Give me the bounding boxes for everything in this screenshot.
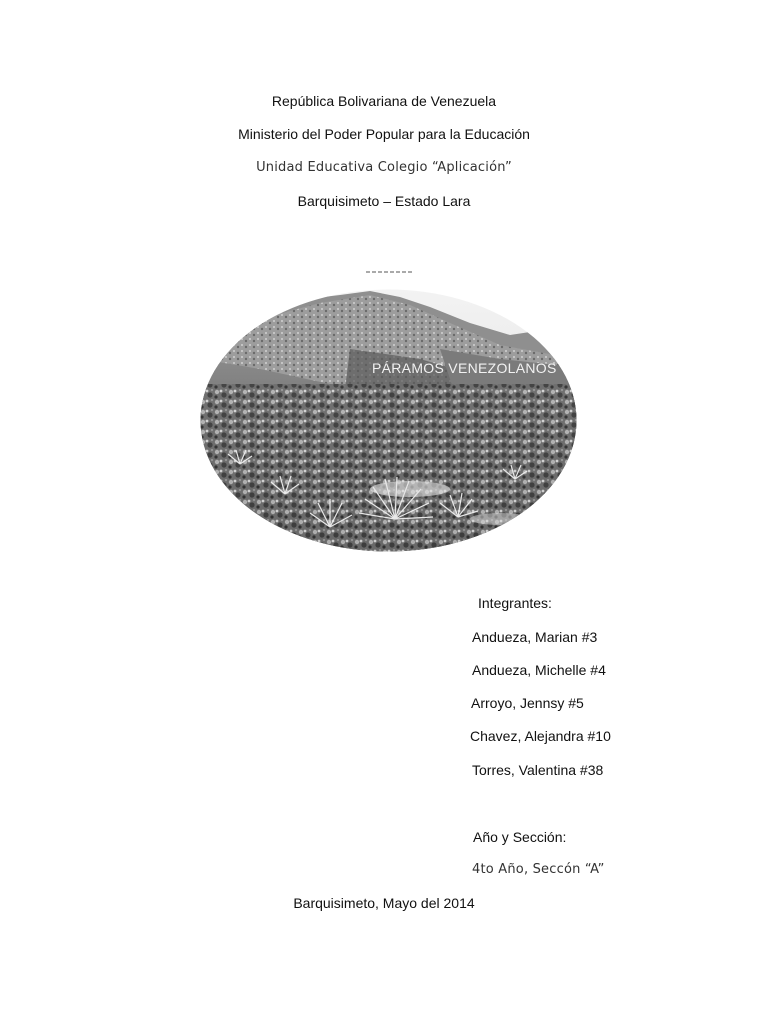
section-value: 4to Año, Seccón “A” <box>472 862 605 877</box>
paramo-landscape-image <box>200 289 577 552</box>
header-school: Unidad Educativa Colegio “Aplicación” <box>256 160 512 175</box>
member-item: Chavez, Alejandra #10 <box>470 728 611 744</box>
header-city: Barquisimeto – Estado Lara <box>297 193 471 209</box>
header-ministry: Ministerio del Poder Popular para la Educación <box>238 126 530 142</box>
member-item: Torres, Valentina #38 <box>472 762 604 778</box>
header-republic: República Bolivariana de Venezuela <box>271 93 497 109</box>
decorative-dashes <box>366 270 412 274</box>
place-date: Barquisimeto, Mayo del 2014 <box>293 895 475 911</box>
photo-title: PÁRAMOS VENEZOLANOS <box>372 360 557 376</box>
member-item: Andueza, Michelle #4 <box>472 662 606 678</box>
members-heading: Integrantes: <box>478 595 552 611</box>
member-item: Arroyo, Jennsy #5 <box>471 695 584 711</box>
member-item: Andueza, Marian #3 <box>472 629 598 645</box>
section-heading: Año y Sección: <box>473 829 567 845</box>
